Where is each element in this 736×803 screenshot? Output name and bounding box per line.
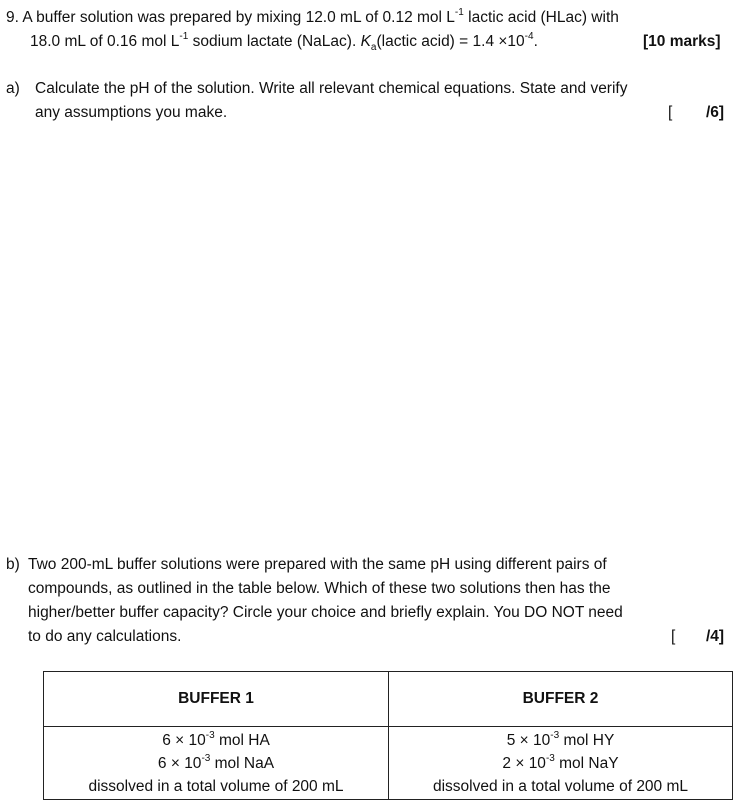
buffer-table bbox=[43, 671, 733, 800]
answer-space-a[interactable] bbox=[0, 130, 736, 550]
buffer-1-acid: $6 \times 10^{-3}$ mol HA bbox=[162, 729, 270, 749]
table-row bbox=[44, 727, 733, 800]
buffer-1-header[interactable]: BUFFER 1 bbox=[44, 672, 389, 727]
part-a-bracket: [ bbox=[668, 104, 673, 121]
part-b-line-4: to do any calculations. bbox=[28, 628, 182, 645]
part-a-line-1: Calculate the pH of the solution. Write all relevant chemical equations. State and verify bbox=[35, 80, 628, 97]
buffer-1-cell[interactable] bbox=[44, 727, 389, 800]
buffer-2-cell[interactable] bbox=[389, 727, 733, 800]
question-number: 9. bbox=[6, 9, 19, 26]
table-header-row bbox=[44, 672, 733, 727]
part-b-line-3: higher/better buffer capacity? Circle your choice and briefly explain. You DO NOT need bbox=[28, 604, 623, 621]
part-b-bracket: [ bbox=[671, 628, 676, 645]
buffer-1-base: $6 \times 10^{-3}$ mol NaA bbox=[157, 752, 275, 772]
part-b-label: b) bbox=[6, 556, 20, 573]
part-a-label: a) bbox=[6, 80, 20, 97]
buffer-2-volume: dissolved in a total volume of 200 mL bbox=[432, 778, 689, 795]
question-total-marks: [10 marks] bbox=[643, 33, 721, 50]
part-b-line-1: Two 200-mL buffer solutions were prepared with the same pH using different pairs of bbox=[28, 556, 607, 573]
ka-symbol: K bbox=[360, 33, 371, 50]
buffer-2-header[interactable]: BUFFER 2 bbox=[389, 672, 733, 727]
question-line-2: 18.0 mL of 0.16 mol $L^{-1}$ sodium lactate (NaLac). $K_a(lactic$ acid) = $1.4 \times 10^{-4}$. bbox=[30, 30, 538, 54]
buffer-2-acid: $5 \times 10^{-3}$ mol HY bbox=[506, 729, 615, 749]
question-line-1: 9. A buffer solution was prepared by mixing 12.0 mL of 0.12 mol $L^{-1}$ lactic acid (HLac) with bbox=[6, 6, 619, 26]
part-a-line-2: any assumptions you make. bbox=[35, 104, 228, 121]
part-b-marks: /4] bbox=[706, 628, 725, 645]
part-a-marks: /6] bbox=[706, 104, 725, 121]
buffer-1-volume: dissolved in a total volume of 200 mL bbox=[88, 778, 344, 795]
part-b-line-2: compounds, as outlined in the table below. Which of these two solutions then has the bbox=[28, 580, 611, 597]
buffer-2-base: $2 \times 10^{-3}$ mol NaY bbox=[502, 752, 619, 772]
